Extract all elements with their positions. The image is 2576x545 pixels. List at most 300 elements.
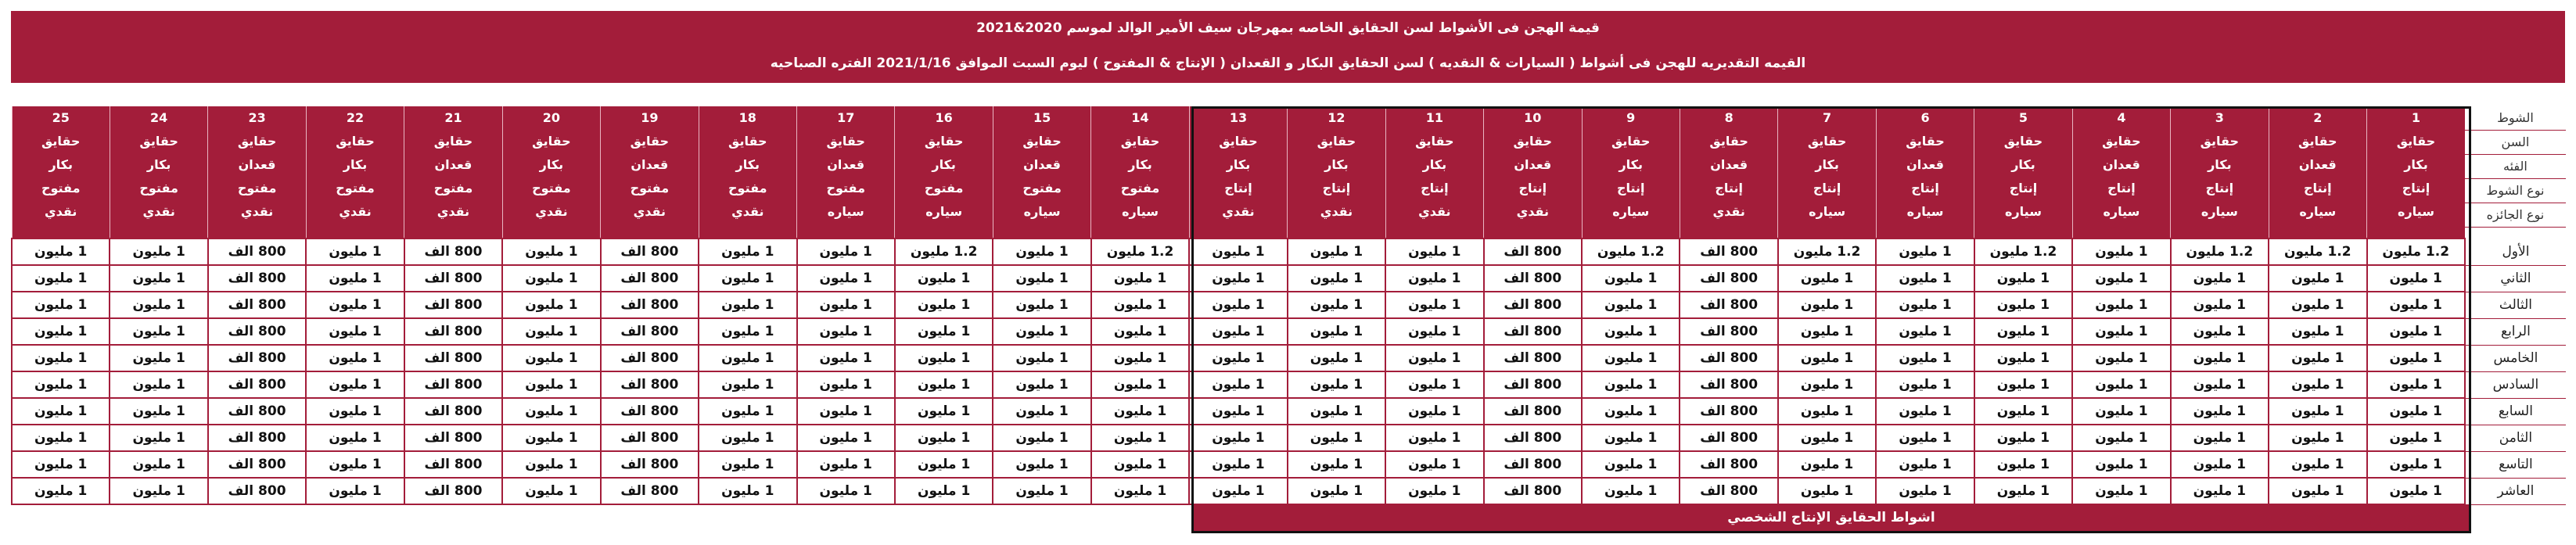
round-prize: نقدي <box>1516 204 1549 219</box>
prize-cell <box>601 318 699 345</box>
prize-value: 1.2 مليون <box>1597 244 1665 260</box>
prize-value: 1 مليون <box>1310 324 1363 339</box>
prize-cell <box>993 398 1090 425</box>
prize-cell <box>1876 265 1974 292</box>
prize-cell <box>2072 292 2170 318</box>
prize-value: 800 الف <box>1700 350 1759 366</box>
round-prize: نقدي <box>535 204 568 219</box>
prize-cell <box>1288 318 1385 345</box>
round-type: مفتوح <box>1022 181 1062 195</box>
table-row <box>12 345 2566 371</box>
prize-cell <box>110 478 207 504</box>
prize-cell <box>208 265 306 292</box>
prize-cell <box>797 398 895 425</box>
prize-value: 1 مليون <box>132 271 185 286</box>
prize-value: 1 مليون <box>1113 324 1167 339</box>
prize-value: 1 مليون <box>1604 271 1658 286</box>
prize-cell <box>1778 425 1876 451</box>
prize-cell <box>502 398 600 425</box>
prize-cell <box>1385 451 1483 478</box>
round-type: إنتاج <box>1911 181 1939 195</box>
round-age: حقايق <box>1120 134 1160 149</box>
prize-value: 1 مليون <box>819 350 872 366</box>
prize-value: 1 مليون <box>1800 483 1854 499</box>
table-row <box>12 478 2566 504</box>
prize-cell <box>2072 238 2170 265</box>
prize-value: 1 مليون <box>721 271 774 286</box>
prize-value: 1 مليون <box>1996 324 2050 339</box>
round-type: إنتاج <box>2402 181 2430 195</box>
prize-value: 1 مليون <box>34 297 88 313</box>
prize-value: 1 مليون <box>2193 350 2247 366</box>
prize-cell <box>1288 265 1385 292</box>
prize-cell <box>404 238 502 265</box>
prize-cell <box>1778 478 1876 504</box>
prize-cell <box>1876 345 1974 371</box>
prize-value: 1 مليون <box>1015 457 1069 472</box>
prize-value: 1 مليون <box>1604 430 1658 446</box>
prize-value: 1 مليون <box>721 457 774 472</box>
prize-value: 800 الف <box>1504 244 1562 260</box>
prize-cell <box>502 318 600 345</box>
round-type: إنتاج <box>1322 181 1351 195</box>
prize-value: 1 مليون <box>2193 403 2247 419</box>
prize-cell <box>306 265 404 292</box>
prize-cell <box>404 398 502 425</box>
prize-value: 1 مليون <box>1800 457 1854 472</box>
round-cat: بكار <box>2208 157 2232 172</box>
round-num: 5 <box>2018 110 2028 125</box>
prize-value: 800 الف <box>1700 457 1759 472</box>
round-num: 14 <box>1131 110 1149 125</box>
prize-cell <box>797 451 895 478</box>
prize-value: 800 الف <box>228 350 286 366</box>
prize-cell <box>110 318 207 345</box>
round-prize: نقدي <box>142 204 175 219</box>
prize-cell <box>1680 371 1777 398</box>
prize-value: 1 مليون <box>525 377 578 393</box>
prize-value: 1 مليون <box>1408 271 1461 286</box>
prize-cell <box>601 238 699 265</box>
prize-cell <box>2072 451 2170 478</box>
round-age: حقايق <box>1317 134 1356 149</box>
prize-value: 1 مليون <box>34 350 88 366</box>
prize-value: 800 الف <box>424 271 483 286</box>
prize-value: 1 مليون <box>1113 430 1167 446</box>
prize-cell <box>1974 292 2072 318</box>
prize-cell <box>1189 371 1287 398</box>
prize-cell <box>110 292 207 318</box>
prize-cell <box>895 265 993 292</box>
prize-cell <box>1385 398 1483 425</box>
prize-value: 1 مليون <box>1212 430 1265 446</box>
prize-cell <box>1582 371 1680 398</box>
prize-value: 1 مليون <box>2095 271 2148 286</box>
prize-value: 800 الف <box>228 483 286 499</box>
prize-cell <box>797 292 895 318</box>
prize-value: 1 مليون <box>2291 271 2344 286</box>
prize-cell <box>993 265 1090 292</box>
round-type: إنتاج <box>2009 181 2038 195</box>
prize-value: 1 مليون <box>2095 377 2148 393</box>
prize-value: 1 مليون <box>2095 483 2148 499</box>
round-age: حقايق <box>336 134 375 149</box>
prize-cell <box>502 451 600 478</box>
round-num: 24 <box>150 110 168 125</box>
prize-cell <box>306 478 404 504</box>
prize-cell <box>1484 238 1582 265</box>
prize-cell <box>1680 478 1777 504</box>
round-header <box>2269 106 2366 238</box>
prize-cell <box>993 292 1090 318</box>
prize-value: 1 مليون <box>2193 271 2247 286</box>
prize-value: 1 مليون <box>1800 430 1854 446</box>
prize-value: 1 مليون <box>132 457 185 472</box>
prize-cell <box>1974 398 2072 425</box>
round-num: 4 <box>2117 110 2126 125</box>
prize-value: 1 مليون <box>2291 483 2344 499</box>
prize-cell <box>699 371 796 398</box>
prize-value: 800 الف <box>1700 271 1759 286</box>
prize-value: 1 مليون <box>1212 457 1265 472</box>
round-cat: قعدان <box>1023 157 1062 172</box>
prize-cell <box>12 478 110 504</box>
prize-cell <box>2269 398 2366 425</box>
prize-value: 1 مليون <box>1996 483 2050 499</box>
round-num: 16 <box>935 110 953 125</box>
prize-value: 1 مليون <box>1800 350 1854 366</box>
prize-value: 1 مليون <box>917 297 971 313</box>
prize-cell <box>1778 292 1876 318</box>
prize-value: 1 مليون <box>819 483 872 499</box>
prize-cell <box>1582 318 1680 345</box>
prize-value: 1 مليون <box>1800 297 1854 313</box>
prize-cell <box>1091 265 1189 292</box>
prize-cell <box>306 371 404 398</box>
page-subtitle: القيمه التقديريه للهجن فى أشواط ( السيارات & النقديه ) لسن الحقايق البكار و القعدان ( الإنتاج & المفتوح ) ليوم السبت الموافق 2021/1/16 الفتره الصباحيه <box>770 56 1806 71</box>
round-header <box>699 106 796 238</box>
prize-value: 800 الف <box>1700 297 1759 313</box>
prize-cell <box>2171 398 2269 425</box>
prize-value: 1 مليون <box>1310 483 1363 499</box>
prize-value: 1 مليون <box>1604 377 1658 393</box>
round-prize: سياره <box>827 204 864 219</box>
prize-cell <box>2072 345 2170 371</box>
prize-table-container <box>11 106 2565 505</box>
prize-value: 1 مليون <box>1015 430 1069 446</box>
round-prize: نقدي <box>339 204 372 219</box>
round-prize: نقدي <box>633 204 666 219</box>
round-age: حقايق <box>1906 134 1945 149</box>
prize-value: 1 مليون <box>1015 244 1069 260</box>
rank-label: الثامن <box>2465 425 2566 451</box>
prize-value: 800 الف <box>1700 377 1759 393</box>
prize-cell <box>12 345 110 371</box>
header-banner <box>11 11 2565 83</box>
prize-value: 1 مليون <box>1113 483 1167 499</box>
prize-value: 1 مليون <box>2095 297 2148 313</box>
round-type: مفتوح <box>924 181 964 195</box>
prize-cell <box>110 345 207 371</box>
prize-cell <box>1876 425 1974 451</box>
prize-value: 1 مليون <box>329 430 382 446</box>
prize-cell <box>1582 398 1680 425</box>
prize-value: 1 مليون <box>525 457 578 472</box>
round-cat: قعدان <box>1710 157 1748 172</box>
prize-cell <box>208 238 306 265</box>
prize-cell <box>1091 318 1189 345</box>
prize-value: 1 مليون <box>2095 324 2148 339</box>
round-num: 13 <box>1229 110 1248 125</box>
prize-cell <box>1974 318 2072 345</box>
prize-value: 1 مليون <box>1800 403 1854 419</box>
prize-cell <box>1680 238 1777 265</box>
prize-cell <box>502 478 600 504</box>
prize-cell <box>1778 451 1876 478</box>
prize-value: 1 مليون <box>917 457 971 472</box>
prize-value: 800 الف <box>620 244 679 260</box>
prize-cell <box>993 478 1090 504</box>
prize-value: 1 مليون <box>2095 457 2148 472</box>
prize-cell <box>208 398 306 425</box>
prize-cell <box>601 345 699 371</box>
round-type: إنتاج <box>2205 181 2234 195</box>
prize-value: 800 الف <box>620 324 679 339</box>
prize-cell <box>2072 265 2170 292</box>
prize-value: 1 مليون <box>525 483 578 499</box>
prize-cell <box>2072 478 2170 504</box>
prize-cell <box>1876 371 1974 398</box>
prize-value: 1 مليون <box>1408 350 1461 366</box>
prize-value: 1 مليون <box>2389 297 2442 313</box>
prize-value: 1 مليون <box>819 403 872 419</box>
prize-value: 1 مليون <box>1212 350 1265 366</box>
prize-cell <box>502 371 600 398</box>
round-age: حقايق <box>1709 134 1748 149</box>
round-header <box>1189 106 1287 238</box>
round-type: مفتوح <box>630 181 670 195</box>
prize-cell <box>699 398 796 425</box>
prize-value: 1 مليون <box>917 483 971 499</box>
round-num: 1 <box>2411 110 2421 125</box>
prize-value: 1 مليون <box>525 244 578 260</box>
round-age: حقايق <box>2298 134 2337 149</box>
prize-value: 1 مليون <box>2095 350 2148 366</box>
prize-value: 1 مليون <box>329 324 382 339</box>
prize-cell <box>1778 265 1876 292</box>
round-type: مفتوح <box>237 181 277 195</box>
prize-value: 1 مليون <box>917 430 971 446</box>
prize-value: 1 مليون <box>1899 403 1952 419</box>
rank-label: الرابع <box>2465 318 2566 345</box>
prize-value: 1 مليون <box>329 377 382 393</box>
round-header <box>208 106 306 238</box>
round-cat: قعدان <box>2298 157 2337 172</box>
round-prize: نقدي <box>437 204 470 219</box>
prize-value: 1.2 مليون <box>2186 244 2254 260</box>
prize-cell <box>1778 318 1876 345</box>
prize-cell <box>1288 292 1385 318</box>
prize-cell <box>895 318 993 345</box>
prize-value: 1 مليون <box>2291 324 2344 339</box>
round-header <box>2072 106 2170 238</box>
prize-value: 1 مليون <box>2389 271 2442 286</box>
prize-value: 1 مليون <box>2193 324 2247 339</box>
prize-cell <box>1385 371 1483 398</box>
prize-value: 1.2 مليون <box>910 244 978 260</box>
prize-value: 1 مليون <box>1113 377 1167 393</box>
prize-value: 1 مليون <box>2389 457 2442 472</box>
prize-value: 1 مليون <box>819 430 872 446</box>
prize-cell <box>797 238 895 265</box>
prize-value: 800 الف <box>228 271 286 286</box>
prize-cell <box>306 238 404 265</box>
prize-value: 1 مليون <box>34 244 88 260</box>
prize-cell <box>1974 371 2072 398</box>
prize-value: 1 مليون <box>525 271 578 286</box>
rank-label: الخامس <box>2465 345 2566 371</box>
prize-value: 1 مليون <box>1113 297 1167 313</box>
prize-cell <box>1680 398 1777 425</box>
prize-value: 800 الف <box>1700 244 1759 260</box>
round-num: 19 <box>641 110 659 125</box>
prize-value: 1 مليون <box>2291 377 2344 393</box>
prize-cell <box>404 425 502 451</box>
round-type: مفتوح <box>139 181 178 195</box>
prize-cell <box>895 292 993 318</box>
prize-cell <box>2269 478 2366 504</box>
prize-cell <box>12 371 110 398</box>
prize-cell <box>1091 478 1189 504</box>
prize-value: 1 مليون <box>2095 430 2148 446</box>
prize-value: 1 مليون <box>329 350 382 366</box>
prize-value: 1 مليون <box>1212 403 1265 419</box>
prize-cell <box>2171 345 2269 371</box>
round-prize: سياره <box>2201 204 2238 219</box>
prize-value: 1 مليون <box>1310 350 1363 366</box>
prize-value: 800 الف <box>1504 430 1562 446</box>
prize-value: 1 مليون <box>1408 324 1461 339</box>
prize-cell <box>1582 451 1680 478</box>
page-title: قيمة الهجن فى الأشواط لسن الحقايق الخاصه بمهرجان سيف الأمير الوالد لموسم 2020&2021 <box>976 20 1600 36</box>
round-age: حقايق <box>924 134 964 149</box>
prize-value: 1 مليون <box>1899 297 1952 313</box>
prize-value: 1 مليون <box>132 324 185 339</box>
prize-cell <box>404 345 502 371</box>
prize-value: 1 مليون <box>1899 324 1952 339</box>
prize-cell <box>306 318 404 345</box>
prize-cell <box>699 292 796 318</box>
round-cat: قعدان <box>827 157 865 172</box>
prize-cell <box>1385 318 1483 345</box>
prize-value: 800 الف <box>1700 430 1759 446</box>
prize-cell <box>2072 371 2170 398</box>
prize-cell <box>1876 292 1974 318</box>
prize-value: 1 مليون <box>1996 350 2050 366</box>
prize-value: 1 مليون <box>1015 377 1069 393</box>
prize-cell <box>1680 265 1777 292</box>
prize-value: 1 مليون <box>1996 403 2050 419</box>
prize-value: 1 مليون <box>1408 483 1461 499</box>
prize-value: 1 مليون <box>2389 430 2442 446</box>
round-num: 17 <box>837 110 855 125</box>
prize-cell <box>208 451 306 478</box>
prize-cell <box>1091 371 1189 398</box>
prize-value: 1 مليون <box>917 403 971 419</box>
round-header <box>2171 106 2269 238</box>
round-prize: سياره <box>925 204 963 219</box>
prize-value: 800 الف <box>424 430 483 446</box>
round-age: حقايق <box>1611 134 1651 149</box>
prize-cell <box>1582 425 1680 451</box>
prize-value: 800 الف <box>620 430 679 446</box>
round-prize: سياره <box>1809 204 1846 219</box>
round-cat: بكار <box>49 157 73 172</box>
prize-cell <box>1680 318 1777 345</box>
prize-value: 1 مليون <box>329 244 382 260</box>
prize-value: 1 مليون <box>1212 244 1265 260</box>
prize-cell <box>1189 265 1287 292</box>
prize-cell <box>502 425 600 451</box>
round-header <box>502 106 600 238</box>
prize-value: 800 الف <box>620 271 679 286</box>
row-label: نوع الشوط <box>2465 179 2566 203</box>
prize-value: 1 مليون <box>819 377 872 393</box>
round-num: 15 <box>1033 110 1051 125</box>
prize-cell <box>1091 292 1189 318</box>
prize-value: 1 مليون <box>1800 271 1854 286</box>
round-type: إنتاج <box>1715 181 1743 195</box>
round-age: حقايق <box>826 134 865 149</box>
table-row <box>12 318 2566 345</box>
round-header <box>1484 106 1582 238</box>
prize-value: 1 مليون <box>132 244 185 260</box>
prize-cell <box>2171 478 2269 504</box>
prize-value: 800 الف <box>1504 377 1562 393</box>
prize-value: 1 مليون <box>329 457 382 472</box>
prize-cell <box>1484 292 1582 318</box>
round-prize: نقدي <box>731 204 764 219</box>
round-age: حقايق <box>433 134 473 149</box>
prize-cell <box>1189 318 1287 345</box>
prize-cell <box>1974 238 2072 265</box>
round-type: مفتوح <box>826 181 865 195</box>
round-prize: نقدي <box>1712 204 1745 219</box>
prize-value: 1 مليون <box>329 271 382 286</box>
prize-cell <box>1778 345 1876 371</box>
prize-value: 1 مليون <box>1015 483 1069 499</box>
round-age: حقايق <box>2003 134 2043 149</box>
prize-value: 1 مليون <box>34 377 88 393</box>
prize-cell <box>601 451 699 478</box>
prize-value: 1 مليون <box>1310 457 1363 472</box>
prize-cell <box>2367 265 2465 292</box>
prize-value: 1 مليون <box>329 483 382 499</box>
prize-value: 1 مليون <box>1996 297 2050 313</box>
prize-value: 1 مليون <box>1899 350 1952 366</box>
prize-cell <box>1680 425 1777 451</box>
prize-cell <box>1778 398 1876 425</box>
prize-value: 1 مليون <box>2291 403 2344 419</box>
round-cat: بكار <box>2011 157 2035 172</box>
prize-cell <box>12 398 110 425</box>
round-num: 11 <box>1425 110 1443 125</box>
prize-value: 1 مليون <box>132 483 185 499</box>
prize-cell <box>208 478 306 504</box>
round-prize: سياره <box>1906 204 1944 219</box>
prize-cell <box>1091 425 1189 451</box>
prize-cell <box>1288 425 1385 451</box>
